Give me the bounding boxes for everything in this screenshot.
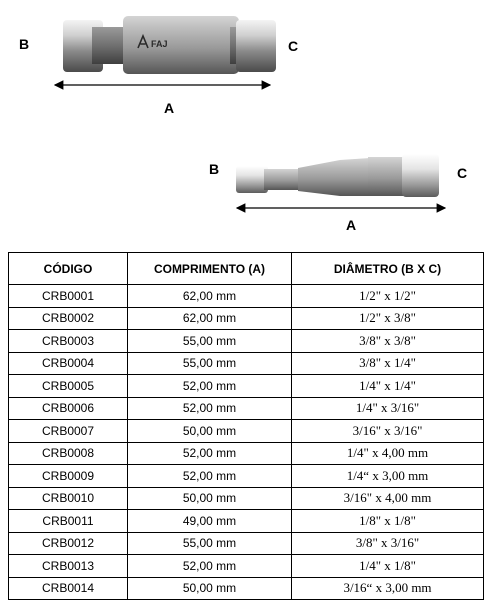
cell-diameter: 3/8" x 3/8" <box>292 330 484 353</box>
cell-code: CRB0005 <box>9 375 128 398</box>
cell-diameter: 1/4" x 1/8" <box>292 555 484 578</box>
fig1-label-c: C <box>288 38 299 54</box>
cell-length: 62,00 mm <box>128 307 292 330</box>
table-row <box>9 375 484 398</box>
cell-length: 52,00 mm <box>128 375 292 398</box>
cell-diameter: 1/4“ x 3,00 mm <box>292 465 484 488</box>
cell-code: CRB0007 <box>9 420 128 443</box>
fig1-label-a: A <box>164 100 175 116</box>
cell-length: 50,00 mm <box>128 487 292 510</box>
cell-length: 49,00 mm <box>128 510 292 533</box>
table-row <box>9 465 484 488</box>
spec-table <box>8 252 484 600</box>
cell-code: CRB0011 <box>9 510 128 533</box>
table-row <box>9 420 484 443</box>
fig2-label-b: B <box>209 161 220 177</box>
cell-diameter: 1/4" x 3/16" <box>292 397 484 420</box>
cell-code: CRB0012 <box>9 532 128 555</box>
header-codigo: CÓDIGO <box>9 253 128 285</box>
table-row <box>9 330 484 353</box>
cell-length: 55,00 mm <box>128 330 292 353</box>
cell-diameter: 3/16" x 3/16" <box>292 420 484 443</box>
product-illustrations <box>0 0 491 250</box>
cell-code: CRB0004 <box>9 352 128 375</box>
table-row <box>9 532 484 555</box>
straight-splice-drawing <box>63 16 276 74</box>
reducing-splice-drawing <box>236 154 439 197</box>
table-row <box>9 397 484 420</box>
cell-diameter: 3/8" x 1/4" <box>292 352 484 375</box>
cell-length: 52,00 mm <box>128 465 292 488</box>
cell-length: 52,00 mm <box>128 442 292 465</box>
cell-diameter: 1/2" x 3/8" <box>292 307 484 330</box>
cell-diameter: 1/2" x 1/2" <box>292 285 484 308</box>
cell-code: CRB0006 <box>9 397 128 420</box>
cell-diameter: 1/4" x 1/4" <box>292 375 484 398</box>
table-row <box>9 555 484 578</box>
cell-length: 62,00 mm <box>128 285 292 308</box>
cell-diameter: 3/16" x 4,00 mm <box>292 487 484 510</box>
cell-code: CRB0003 <box>9 330 128 353</box>
cell-code: CRB0014 <box>9 577 128 600</box>
cell-length: 52,00 mm <box>128 555 292 578</box>
table-row <box>9 285 484 308</box>
cell-code: CRB0010 <box>9 487 128 510</box>
cell-length: 50,00 mm <box>128 420 292 443</box>
table-row <box>9 442 484 465</box>
table-header-row <box>9 253 484 285</box>
cell-length: 55,00 mm <box>128 352 292 375</box>
brand-logo-text: FAJ <box>151 39 168 49</box>
fig2-label-a: A <box>346 217 357 233</box>
table-row <box>9 577 484 600</box>
cell-code: CRB0002 <box>9 307 128 330</box>
cell-length: 52,00 mm <box>128 397 292 420</box>
table-row <box>9 487 484 510</box>
table-row <box>9 352 484 375</box>
cell-diameter: 1/4" x 4,00 mm <box>292 442 484 465</box>
cell-length: 55,00 mm <box>128 532 292 555</box>
header-diametro: DIÂMETRO (B X C) <box>292 253 484 285</box>
fig2-label-c: C <box>457 165 468 181</box>
fig1-label-b: B <box>19 36 30 52</box>
table-row <box>9 510 484 533</box>
cell-diameter: 1/8" x 1/8" <box>292 510 484 533</box>
cell-code: CRB0001 <box>9 285 128 308</box>
cell-code: CRB0013 <box>9 555 128 578</box>
header-comprimento: COMPRIMENTO (A) <box>128 253 292 285</box>
cell-code: CRB0009 <box>9 465 128 488</box>
cell-length: 50,00 mm <box>128 577 292 600</box>
cell-code: CRB0008 <box>9 442 128 465</box>
cell-diameter: 3/16“ x 3,00 mm <box>292 577 484 600</box>
cell-diameter: 3/8" x 3/16" <box>292 532 484 555</box>
table-row <box>9 307 484 330</box>
